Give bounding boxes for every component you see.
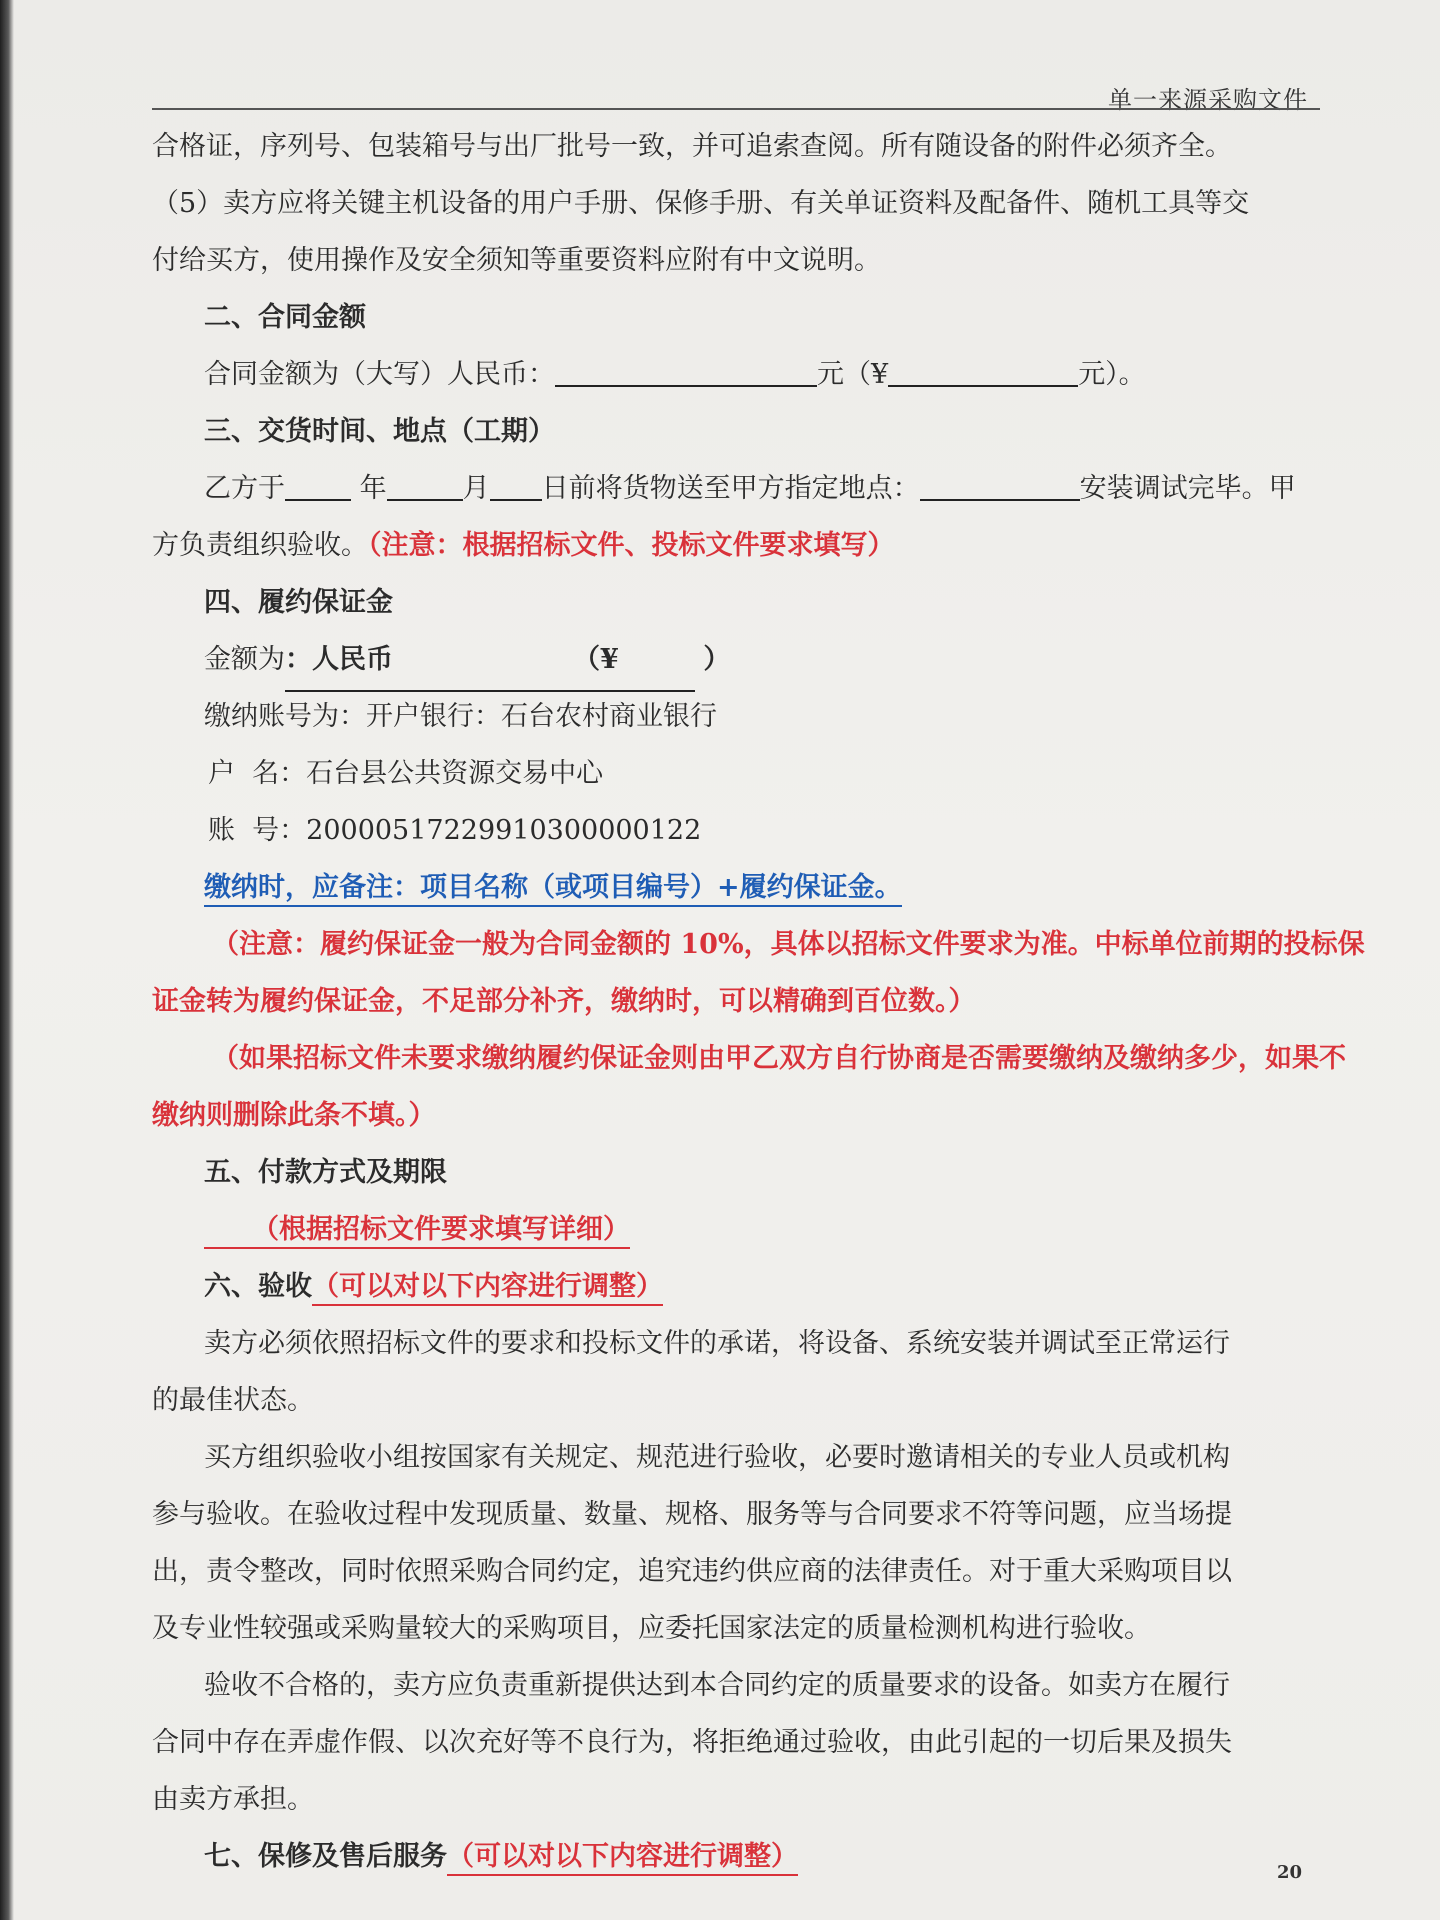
deposit-blue-note-line [152, 859, 1332, 916]
section-6-heading: 六、验收 [204, 1271, 312, 1302]
section-6-note: （可以对以下内容进行调整） [312, 1271, 663, 1306]
deposit-note-1b: 证金转为履约保证金，不足部分补齐，缴纳时，可以精确到百位数。） [152, 986, 976, 1017]
month-label: 月 [462, 473, 490, 504]
delivery-line-2-text: 方负责组织验收。 [152, 530, 368, 561]
delivery-end: 安装调试完毕。甲 [1079, 473, 1296, 504]
delivery-line [152, 460, 1332, 517]
deposit-amount-line [152, 631, 1332, 688]
amount-capital-blank [555, 357, 817, 387]
acceptance-p2a: 买方组织验收小组按国家有关规定、规范进行验收，必要时邀请相关的专业人员或机构 [204, 1442, 1230, 1473]
delivery-line-2 [152, 517, 1332, 574]
deposit-note-2b: 缴纳则删除此条不填。） [152, 1100, 436, 1131]
section-7-heading: 七、保修及售后服务 [204, 1841, 447, 1872]
acceptance-p3b: 合同中存在弄虚作假、以次充好等不良行为，将拒绝通过验收，由此引起的一切后果及损失 [152, 1727, 1232, 1758]
contract-amount-line [152, 346, 1332, 403]
deposit-note-2a: （如果招标文件未要求缴纳履约保证金则由甲乙双方自行协商是否需要缴纳及缴纳多少，如果不 [212, 1043, 1346, 1074]
amount-prefix: 合同金额为（大写）人民币： [204, 359, 555, 390]
deposit-amount-paren: （¥ ） [573, 644, 731, 675]
acceptance-p2c: 出，责令整改，同时依照采购合同约定，追究违约供应商的法律责任。对于重大采购项目以 [152, 1556, 1232, 1587]
day-blank [490, 471, 542, 501]
acceptance-p3c: 由卖方承担。 [152, 1784, 314, 1815]
acceptance-p1b: 的最佳状态。 [152, 1385, 314, 1416]
section-2-heading: 二、合同金额 [204, 302, 366, 333]
intro-line-1: 合格证，序列号、包装箱号与出厂批号一致，并可追索查阅。所有随设备的附件必须齐全。 [152, 131, 1232, 162]
deposit-amount-field [285, 631, 731, 692]
deposit-blue-note: 缴纳时，应备注：项目名称（或项目编号）+履约保证金。 [204, 872, 902, 907]
section-5-heading: 五、付款方式及期限 [204, 1157, 447, 1188]
page-edge-shadow [0, 0, 14, 1920]
header-rule [152, 108, 1320, 110]
acceptance-p2b: 参与验收。在验收过程中发现质量、数量、规格、服务等与合同要求不符等问题，应当场提 [152, 1499, 1232, 1530]
year-blank [285, 471, 351, 501]
amount-number-blank [888, 357, 1078, 387]
header-title: 单一来源采购文件 [1108, 86, 1308, 114]
acceptance-p1a: 卖方必须依照招标文件的要求和投标文件的承诺，将设备、系统安装并调试至正常运行 [204, 1328, 1230, 1359]
year-label: 年 [359, 473, 387, 504]
deposit-name-line: 户 名：石台县公共资源交易中心 [208, 758, 604, 789]
deposit-amount-value: ：人民币 [285, 644, 393, 675]
acceptance-p2d: 及专业性较强或采购量较大的采购项目，应委托国家法定的质量检测机构进行验收。 [152, 1613, 1151, 1644]
section-4-heading: 四、履约保证金 [204, 587, 393, 618]
deposit-amount-label: 金额为 [204, 644, 285, 675]
page-number: 20 [1276, 1862, 1302, 1883]
delivery-prefix: 乙方于 [204, 473, 285, 504]
section-3-heading: 三、交货时间、地点（工期） [204, 416, 555, 447]
payment-note: （根据招标文件要求填写详细） [204, 1214, 630, 1249]
intro-line-2: （5）卖方应将关键主机设备的用户手册、保修手册、有关单证资料及配备件、随机工具等交 [152, 188, 1250, 219]
deposit-note-1a: （注意：履约保证金一般为合同金额的 10%，具体以招标文件要求为准。中标单位前期的投标保 [212, 929, 1365, 960]
yuan-open: 元（¥ [817, 359, 889, 390]
day-label: 日前将货物送至甲方指定地点： [541, 473, 920, 504]
deposit-account-line: 缴纳账号为：开户银行：石台农村商业银行 [204, 701, 717, 732]
location-blank [920, 471, 1080, 501]
section-7-heading-line [152, 1828, 1332, 1885]
month-blank [387, 471, 463, 501]
intro-line-3: 付给买方，使用操作及安全须知等重要资料应附有中文说明。 [152, 245, 881, 276]
section-7-note: （可以对以下内容进行调整） [447, 1841, 798, 1876]
section-6-heading-line [152, 1258, 1332, 1315]
delivery-note: （注意：根据招标文件、投标文件要求填写） [368, 530, 895, 561]
deposit-number-line: 账 号：20000517229910300000122 [208, 815, 702, 846]
payment-note-line [152, 1201, 1332, 1258]
acceptance-p3a: 验收不合格的，卖方应负责重新提供达到本合同约定的质量要求的设备。如卖方在履行 [204, 1670, 1230, 1701]
document-body [152, 118, 1365, 1885]
yuan-close: 元）。 [1078, 359, 1146, 390]
